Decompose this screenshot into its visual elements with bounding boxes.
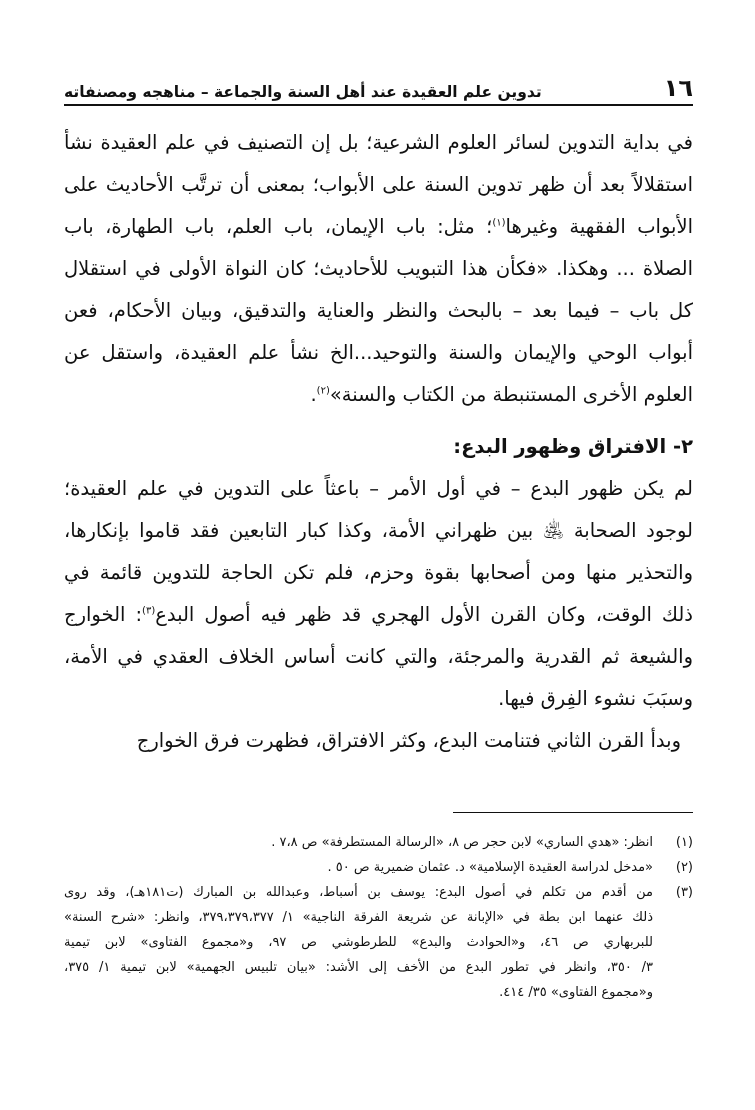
footnote-line: للبربهاري ص ٤٦، و«الحوادث والبدع» للطرطوشي ص ٩٧، و«مجموع الفتاوى» لابن تيمية <box>64 935 653 950</box>
body-line: أبواب الوحي والإيمان والسنة والتوحيد...الخ نشأ علم العقيدة، واستقل عن <box>64 341 693 364</box>
body-line: وبدأ القرن الثاني فتنامت البدع، وكثر الافتراق، فظهرت فرق الخوارج <box>136 729 681 752</box>
footnote <box>64 855 693 880</box>
body-text-segment: الأبواب الفقهية وغيرها <box>505 215 693 238</box>
body-line: وسبَبَ نشوء الفِرق فيها. <box>498 687 693 710</box>
body-text-segment: . <box>310 383 317 406</box>
footnote-line: و«مجموع الفتاوى» ٣٥/ ٤١٤. <box>499 985 653 1000</box>
body-line <box>64 594 693 636</box>
body-line: استقلالاً بعد أن ظهر تدوين السنة على الأبواب؛ بمعنى أن ترتَّب الأحاديث على <box>64 173 693 196</box>
body-text-segment: ؛ مثل: باب الإيمان، باب العلم، باب الطهارة، باب <box>64 215 493 238</box>
body-line: والتحذير منها ومن أصحابها بقوة وحزم، فلم تكن الحاجة للتدوين قائمة في <box>64 561 693 584</box>
body-text-segment: ذلك الوقت، وكان القرن الأول الهجري قد ظهر فيه أصول البدع <box>155 603 693 626</box>
footnotes <box>64 830 693 1005</box>
footnote-marker: (١) <box>492 217 506 229</box>
footnote-separator <box>453 812 693 813</box>
footnote-number: (١) <box>675 835 693 850</box>
body-line <box>64 374 693 416</box>
body-line <box>64 206 693 248</box>
footnote-line: ٣/ ٣٥٠، وانظر في تطور البدع من الأخف إلى الأشد: «بيان تلبيس الجهمية» لابن تيمية ١/ ٣٧٥، <box>64 960 653 975</box>
footnote-marker: (٢) <box>316 385 330 397</box>
footnote <box>64 880 693 1005</box>
body-line: الصلاة ... وهكذا. «فكأن هذا التبويب للأحاديث؛ كان النواة الأولى في استقلال <box>64 257 693 280</box>
footnote-line: من أقدم من تكلم في أصول البدع: يوسف بن أسباط، وعبدالله بن المبارك (ت١٨١هـ)، وقد روى <box>64 885 653 900</box>
footnote-number: (٢) <box>675 860 693 875</box>
running-header <box>64 64 693 106</box>
body-line: لوجود الصحابة ﵁ بين ظهراني الأمة، وكذا كبار التابعين فقد قاموا بإنكارها، <box>64 519 693 542</box>
footnote-line: «مدخل لدراسة العقيدة الإسلامية» د. عثمان ضميرية ص ٥٠ . <box>327 860 653 875</box>
body-text-segment: العلوم الأخرى المستنبطة من الكتاب والسنة» <box>329 383 693 406</box>
footnote-marker: (٣) <box>142 605 156 617</box>
body-line: والشيعة ثم القدرية والمرجئة، والتي كانت أساس الخلاف العقدي في الأمة، <box>64 645 693 668</box>
footnote-line: ذلك عنهما ابن بطة في «الإبانة عن شريعة الفرقة الناجية» ١/ ٣٧٩،٣٧٩،٣٧٧، وانظر: «شرح السنة» <box>64 910 653 925</box>
footnote <box>64 830 693 855</box>
body-text <box>64 122 693 762</box>
section-heading: ٢- الافتراق وظهور البدع: <box>453 435 693 458</box>
body-line: كل باب – فيما بعد – بالبحث والنظر والعناية والتدقيق، وبيان الأحكام، فعن <box>64 299 693 322</box>
footnote-number: (٣) <box>675 885 693 900</box>
body-line: في بداية التدوين لسائر العلوم الشرعية؛ بل إن التصنيف في علم العقيدة نشأ <box>64 131 693 154</box>
body-line: لم يكن ظهور البدع – في أول الأمر – باعثاً على التدوين في علم العقيدة؛ <box>64 477 693 500</box>
body-text-segment: : الخوارج <box>64 603 143 626</box>
page-number: ١٦ <box>663 74 693 102</box>
footnote-line: انظر: «هدي الساري» لابن حجر ص ٨، «الرسالة المستطرفة» ص ٧،٨ . <box>271 835 653 850</box>
running-header-title: تدوين علم العقيدة عند أهل السنة والجماعة – مناهجه ومصنفاته <box>64 82 542 101</box>
